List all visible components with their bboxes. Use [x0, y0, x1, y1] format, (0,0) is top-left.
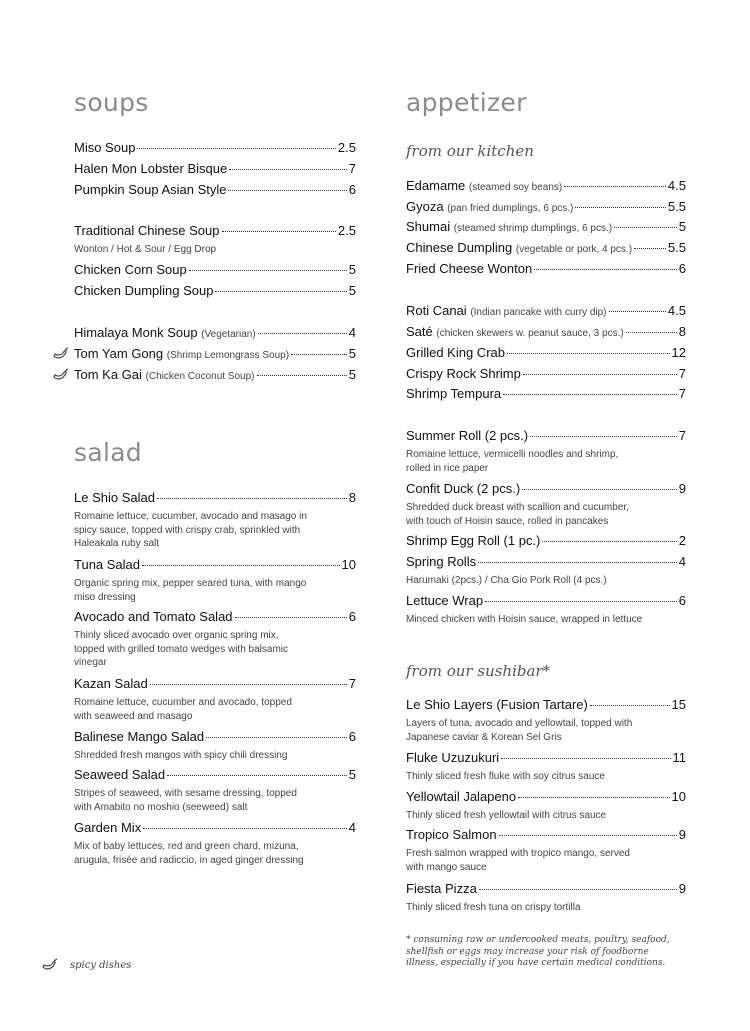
- item-description: Romaine lettuce, cucumber, avocado and masago in spicy sauce, topped with crispy crab, sprinkled with Haleakala ruby salt: [74, 511, 307, 549]
- menu-item-seaweed-salad: [74, 767, 356, 783]
- menu-item-sate: [406, 324, 686, 342]
- item-description: Fresh salmon wrapped with tropico mango, served with mango sauce: [406, 848, 630, 873]
- raw-food-disclaimer: * consuming raw or undercooked meats, poultry, seafood, shellfish or eggs may increase your risk of foodborne illness, especially if you have certain medical conditions.: [406, 935, 670, 968]
- item-note: (pan fried dumplings, 6 pcs.): [447, 203, 574, 214]
- item-name: Seaweed Salad: [74, 767, 166, 782]
- menu-item-shrimp-egg-roll: [406, 533, 686, 549]
- item-description: Thinly sliced fresh tuna on crispy tortilla: [406, 902, 581, 913]
- item-name: Himalaya Monk Soup: [74, 325, 198, 340]
- item-price: 4.5: [667, 303, 686, 318]
- item-price: 7: [678, 366, 686, 381]
- item-price: 2.5: [337, 223, 356, 238]
- item-description: Layers of tuna, avocado and yellowtail, topped with Japanese caviar & Korean Sel Gris: [406, 718, 633, 743]
- item-price: 9: [678, 481, 686, 496]
- item-note: (steamed soy beans): [468, 182, 563, 193]
- item-price: 6: [348, 729, 356, 744]
- item-name: Chicken Corn Soup: [74, 262, 187, 277]
- item-price: 4: [678, 554, 686, 569]
- appetizer-heading: appetizer: [406, 88, 527, 117]
- kitchen-subheading: from our kitchen: [406, 142, 534, 160]
- item-description: Shredded duck breast with scallion and cucumber, with touch of Hoisin sauce, rolled in pancakes: [406, 502, 629, 527]
- chili-pepper-icon: [51, 368, 69, 382]
- item-price: 2: [678, 533, 686, 548]
- item-description: Romaine lettuce, cucumber and avocado, topped with seaweed and masago: [74, 697, 292, 722]
- menu-item-shrimp-tempura: [406, 386, 686, 402]
- menu-item-grilled-king-crab: [406, 345, 686, 361]
- item-description: Wonton / Hot & Sour / Egg Drop: [74, 244, 217, 255]
- item-note: (Vegetarian): [201, 329, 256, 340]
- menu-item-gyoza: [406, 199, 686, 217]
- item-name: Crispy Rock Shrimp: [406, 366, 521, 381]
- item-price: 7: [348, 676, 356, 691]
- item-description: Thinly sliced fresh yellowtail with citrus sauce: [406, 810, 607, 821]
- item-price: 7: [348, 161, 356, 176]
- item-description: Thinly sliced avocado over organic spring mix, topped with grilled tomato wedges with balsamic vinegar: [74, 630, 288, 668]
- item-price: 7: [678, 386, 686, 401]
- item-price: 6: [678, 261, 686, 276]
- item-price: 4: [348, 325, 356, 340]
- chili-pepper-icon: [51, 347, 69, 361]
- item-name: Saté: [406, 324, 433, 339]
- legend-label: spicy dishes: [70, 959, 132, 971]
- item-price: 5: [348, 367, 356, 382]
- item-price: 10: [341, 557, 356, 572]
- item-name: Tom Ka Gai: [74, 367, 142, 382]
- menu-item-lettuce-wrap: [406, 593, 686, 609]
- chili-pepper-icon: [40, 958, 58, 972]
- menu-item-traditional-chinese-soup: [74, 223, 356, 239]
- item-name: Miso Soup: [74, 140, 136, 155]
- menu-item-chinese-dumpling: [406, 240, 686, 258]
- item-price: 6: [348, 182, 356, 197]
- menu-item-avocado-tomato-salad: [74, 609, 356, 625]
- item-price: 5: [348, 283, 356, 298]
- item-name: Avocado and Tomato Salad: [74, 609, 233, 624]
- item-note: (vegetable or pork, 4 pcs.): [515, 244, 633, 255]
- menu-item-chicken-dumpling-soup: [74, 283, 356, 299]
- item-price: 9: [678, 881, 686, 896]
- menu-item-edamame: [406, 178, 686, 196]
- item-description: Mix of baby lettuces, red and green chard, mizuna, arugula, frisée and radiccio, in aged ginger dressing: [74, 841, 304, 866]
- item-name: Shumai: [406, 219, 451, 234]
- item-name: Shrimp Egg Roll (1 pc.): [406, 533, 541, 548]
- item-price: 2.5: [337, 140, 356, 155]
- item-name: Tuna Salad: [74, 557, 141, 572]
- item-note: (Shrimp Lemongrass Soup): [166, 350, 290, 361]
- item-name: Tom Yam Gong: [74, 346, 164, 361]
- item-price: 5: [348, 767, 356, 782]
- item-description: Shredded fresh mangos with spicy chili dressing: [74, 750, 288, 761]
- item-name: Gyoza: [406, 199, 444, 214]
- item-name: Fried Cheese Wonton: [406, 261, 533, 276]
- item-price: 7: [678, 428, 686, 443]
- item-price: 5.5: [667, 240, 686, 255]
- item-name: Chinese Dumpling: [406, 240, 513, 255]
- item-name: Yellowtail Jalapeno: [406, 789, 517, 804]
- item-name: Garden Mix: [74, 820, 142, 835]
- item-price: 10: [671, 789, 686, 804]
- menu-item-shumai: [406, 219, 686, 237]
- item-name: Fluke Uzuzukuri: [406, 750, 500, 765]
- menu-item-fluke-uzuzukuri: [406, 750, 686, 766]
- item-price: 12: [671, 345, 686, 360]
- menu-item-tuna-salad: [74, 557, 356, 573]
- item-name: Le Shio Salad: [74, 490, 155, 505]
- menu-item-balinese-mango-salad: [74, 729, 356, 745]
- item-name: Summer Roll (2 pcs.): [406, 428, 529, 443]
- menu-item-tropico-salmon: [406, 827, 686, 843]
- item-description: Romaine lettuce, vermicelli noodles and shrimp, rolled in rice paper: [406, 449, 619, 474]
- item-price: 8: [678, 324, 686, 339]
- item-name: Balinese Mango Salad: [74, 729, 205, 744]
- item-name: Grilled King Crab: [406, 345, 505, 360]
- item-name: Roti Canai: [406, 303, 467, 318]
- item-note: (chicken skewers w. peanut sauce, 3 pcs.): [436, 328, 624, 339]
- menu-item-summer-roll: [406, 428, 686, 444]
- item-name: Lettuce Wrap: [406, 593, 484, 608]
- menu-item-crispy-rock-shrimp: [406, 366, 686, 382]
- menu-item-le-shio-salad: [74, 490, 356, 506]
- menu-item-fiesta-pizza: [406, 881, 686, 897]
- item-description: Harumaki (2pcs.) / Cha Gio Pork Roll (4 pcs.): [406, 575, 607, 586]
- sushibar-subheading: from our sushibar*: [406, 662, 551, 680]
- menu-item-tom-yam-gong: [74, 346, 356, 364]
- item-price: 9: [678, 827, 686, 842]
- menu-item-himalaya-monk-soup: [74, 325, 356, 343]
- menu-item-confit-duck: [406, 481, 686, 497]
- item-price: 8: [348, 490, 356, 505]
- item-price: 4: [348, 820, 356, 835]
- item-description: Stripes of seaweed, with sesame dressing, topped with Amabito no moshio (seeweed) salt: [74, 788, 297, 813]
- menu-item-miso-soup: [74, 140, 356, 156]
- menu-item-tom-ka-gai: [74, 367, 356, 385]
- menu-item-pumpkin-soup: [74, 182, 356, 198]
- item-price: 6: [678, 593, 686, 608]
- item-name: Spring Rolls: [406, 554, 477, 569]
- item-name: Le Shio Layers (Fusion Tartare): [406, 697, 588, 712]
- item-price: 15: [671, 697, 686, 712]
- menu-item-garden-mix: [74, 820, 356, 836]
- item-name: Edamame: [406, 178, 466, 193]
- item-name: Chicken Dumpling Soup: [74, 283, 214, 298]
- item-name: Confit Duck (2 pcs.): [406, 481, 521, 496]
- item-note: (Chicken Coconut Soup): [145, 371, 255, 382]
- menu-item-kazan-salad: [74, 676, 356, 692]
- item-note: (steamed shrimp dumplings, 6 pcs.): [453, 223, 613, 234]
- item-name: Fiesta Pizza: [406, 881, 477, 896]
- item-price: 6: [348, 609, 356, 624]
- soups-heading: soups: [74, 88, 149, 117]
- menu-item-le-shio-layers: [406, 697, 686, 713]
- item-price: 5.5: [667, 199, 686, 214]
- menu-item-spring-rolls: [406, 554, 686, 570]
- menu-item-fried-cheese-wonton: [406, 261, 686, 277]
- item-name: Halen Mon Lobster Bisque: [74, 161, 228, 176]
- salad-heading: salad: [74, 438, 142, 467]
- item-note: (Indian pancake with curry dip): [470, 307, 607, 318]
- menu-item-yellowtail-jalapeno: [406, 789, 686, 805]
- item-name: Tropico Salmon: [406, 827, 497, 842]
- menu-item-chicken-corn-soup: [74, 262, 356, 278]
- item-price: 4.5: [667, 178, 686, 193]
- item-description: Organic spring mix, pepper seared tuna, with mango miso dressing: [74, 578, 307, 603]
- spicy-legend: [40, 958, 131, 972]
- menu-item-roti-canai: [406, 303, 686, 321]
- item-price: 5: [348, 262, 356, 277]
- menu-item-lobster-bisque: [74, 161, 356, 177]
- item-price: 5: [678, 219, 686, 234]
- item-description: Thinly sliced fresh fluke with soy citrus sauce: [406, 771, 605, 782]
- item-price: 11: [672, 750, 686, 765]
- item-name: Shrimp Tempura: [406, 386, 502, 401]
- item-name: Pumpkin Soup Asian Style: [74, 182, 227, 197]
- item-name: Traditional Chinese Soup: [74, 223, 220, 238]
- item-price: 5: [348, 346, 356, 361]
- item-name: Kazan Salad: [74, 676, 148, 691]
- item-description: Minced chicken with Hoisin sauce, wrapped in lettuce: [406, 614, 643, 625]
